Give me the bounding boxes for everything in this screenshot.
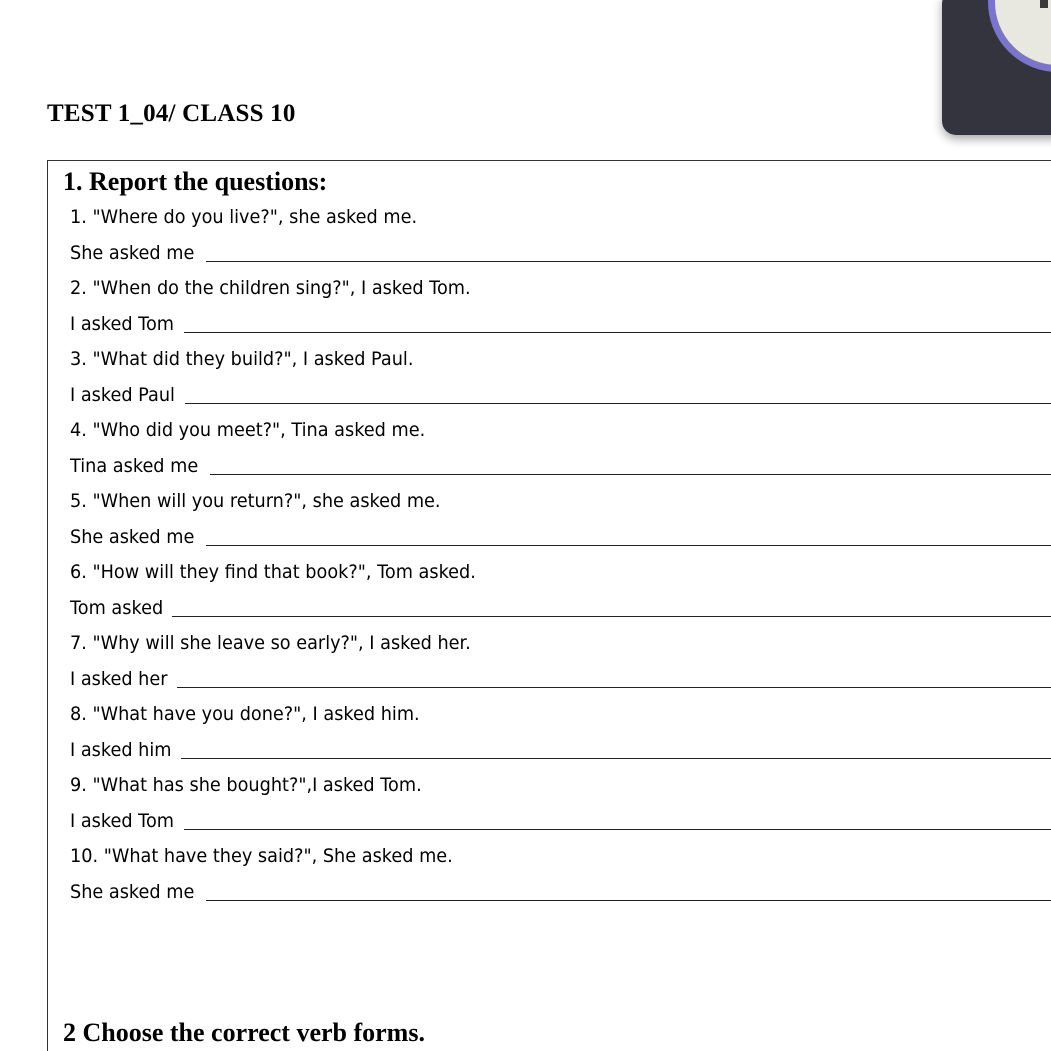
question-1: 1. "Where do you live?", she asked me. — [70, 206, 418, 228]
answer-blank[interactable] — [172, 615, 1051, 617]
answer-blank[interactable] — [210, 473, 1051, 475]
question-7: 7. "Why will she leave so early?", I asked her. — [70, 632, 471, 654]
answer-row-9[interactable]: I asked Tom — [70, 804, 1051, 840]
answer-blank[interactable] — [206, 544, 1051, 546]
section-1-heading: 1. Report the questions: — [63, 167, 328, 196]
answer-blank[interactable] — [184, 331, 1051, 333]
timer-widget[interactable] — [942, 0, 1051, 135]
clock-hand-icon — [1040, 0, 1048, 8]
question-9: 9. "What has she bought?",I asked Tom. — [70, 774, 422, 796]
answer-row-4[interactable]: Tina asked me — [70, 449, 1051, 485]
answer-row-5[interactable]: She asked me — [70, 520, 1051, 556]
answer-row-6[interactable]: Tom asked — [70, 591, 1051, 627]
test-title: TEST 1_04/ CLASS 10 — [47, 100, 296, 127]
question-4: 4. "Who did you meet?", Tina asked me. — [70, 419, 426, 441]
question-10: 10. "What have they said?", She asked me. — [70, 845, 453, 867]
question-5: 5. "When will you return?", she asked me. — [70, 490, 441, 512]
question-8: 8. "What have you done?", I asked him. — [70, 703, 420, 725]
clock-icon — [988, 0, 1051, 72]
answer-row-3[interactable]: I asked Paul — [70, 378, 1051, 414]
answer-row-2[interactable]: I asked Tom — [70, 307, 1051, 343]
answer-blank[interactable] — [181, 757, 1051, 759]
answer-blank[interactable] — [177, 686, 1051, 688]
answer-row-7[interactable]: I asked her — [70, 662, 1051, 698]
question-2: 2. "When do the children sing?", I asked Tom. — [70, 277, 471, 299]
answer-blank[interactable] — [206, 899, 1051, 901]
answer-row-1[interactable]: She asked me — [70, 236, 1051, 272]
answer-blank[interactable] — [184, 828, 1051, 830]
answer-row-8[interactable]: I asked him — [70, 733, 1051, 769]
answer-blank[interactable] — [206, 260, 1051, 262]
question-3: 3. "What did they build?", I asked Paul. — [70, 348, 414, 370]
answer-row-10[interactable]: She asked me — [70, 875, 1051, 911]
question-6: 6. "How will they find that book?", Tom asked. — [70, 561, 476, 583]
answer-blank[interactable] — [185, 402, 1051, 404]
question-list — [70, 200, 1051, 910]
section-2-heading: 2 Choose the correct verb forms. — [63, 1018, 425, 1047]
